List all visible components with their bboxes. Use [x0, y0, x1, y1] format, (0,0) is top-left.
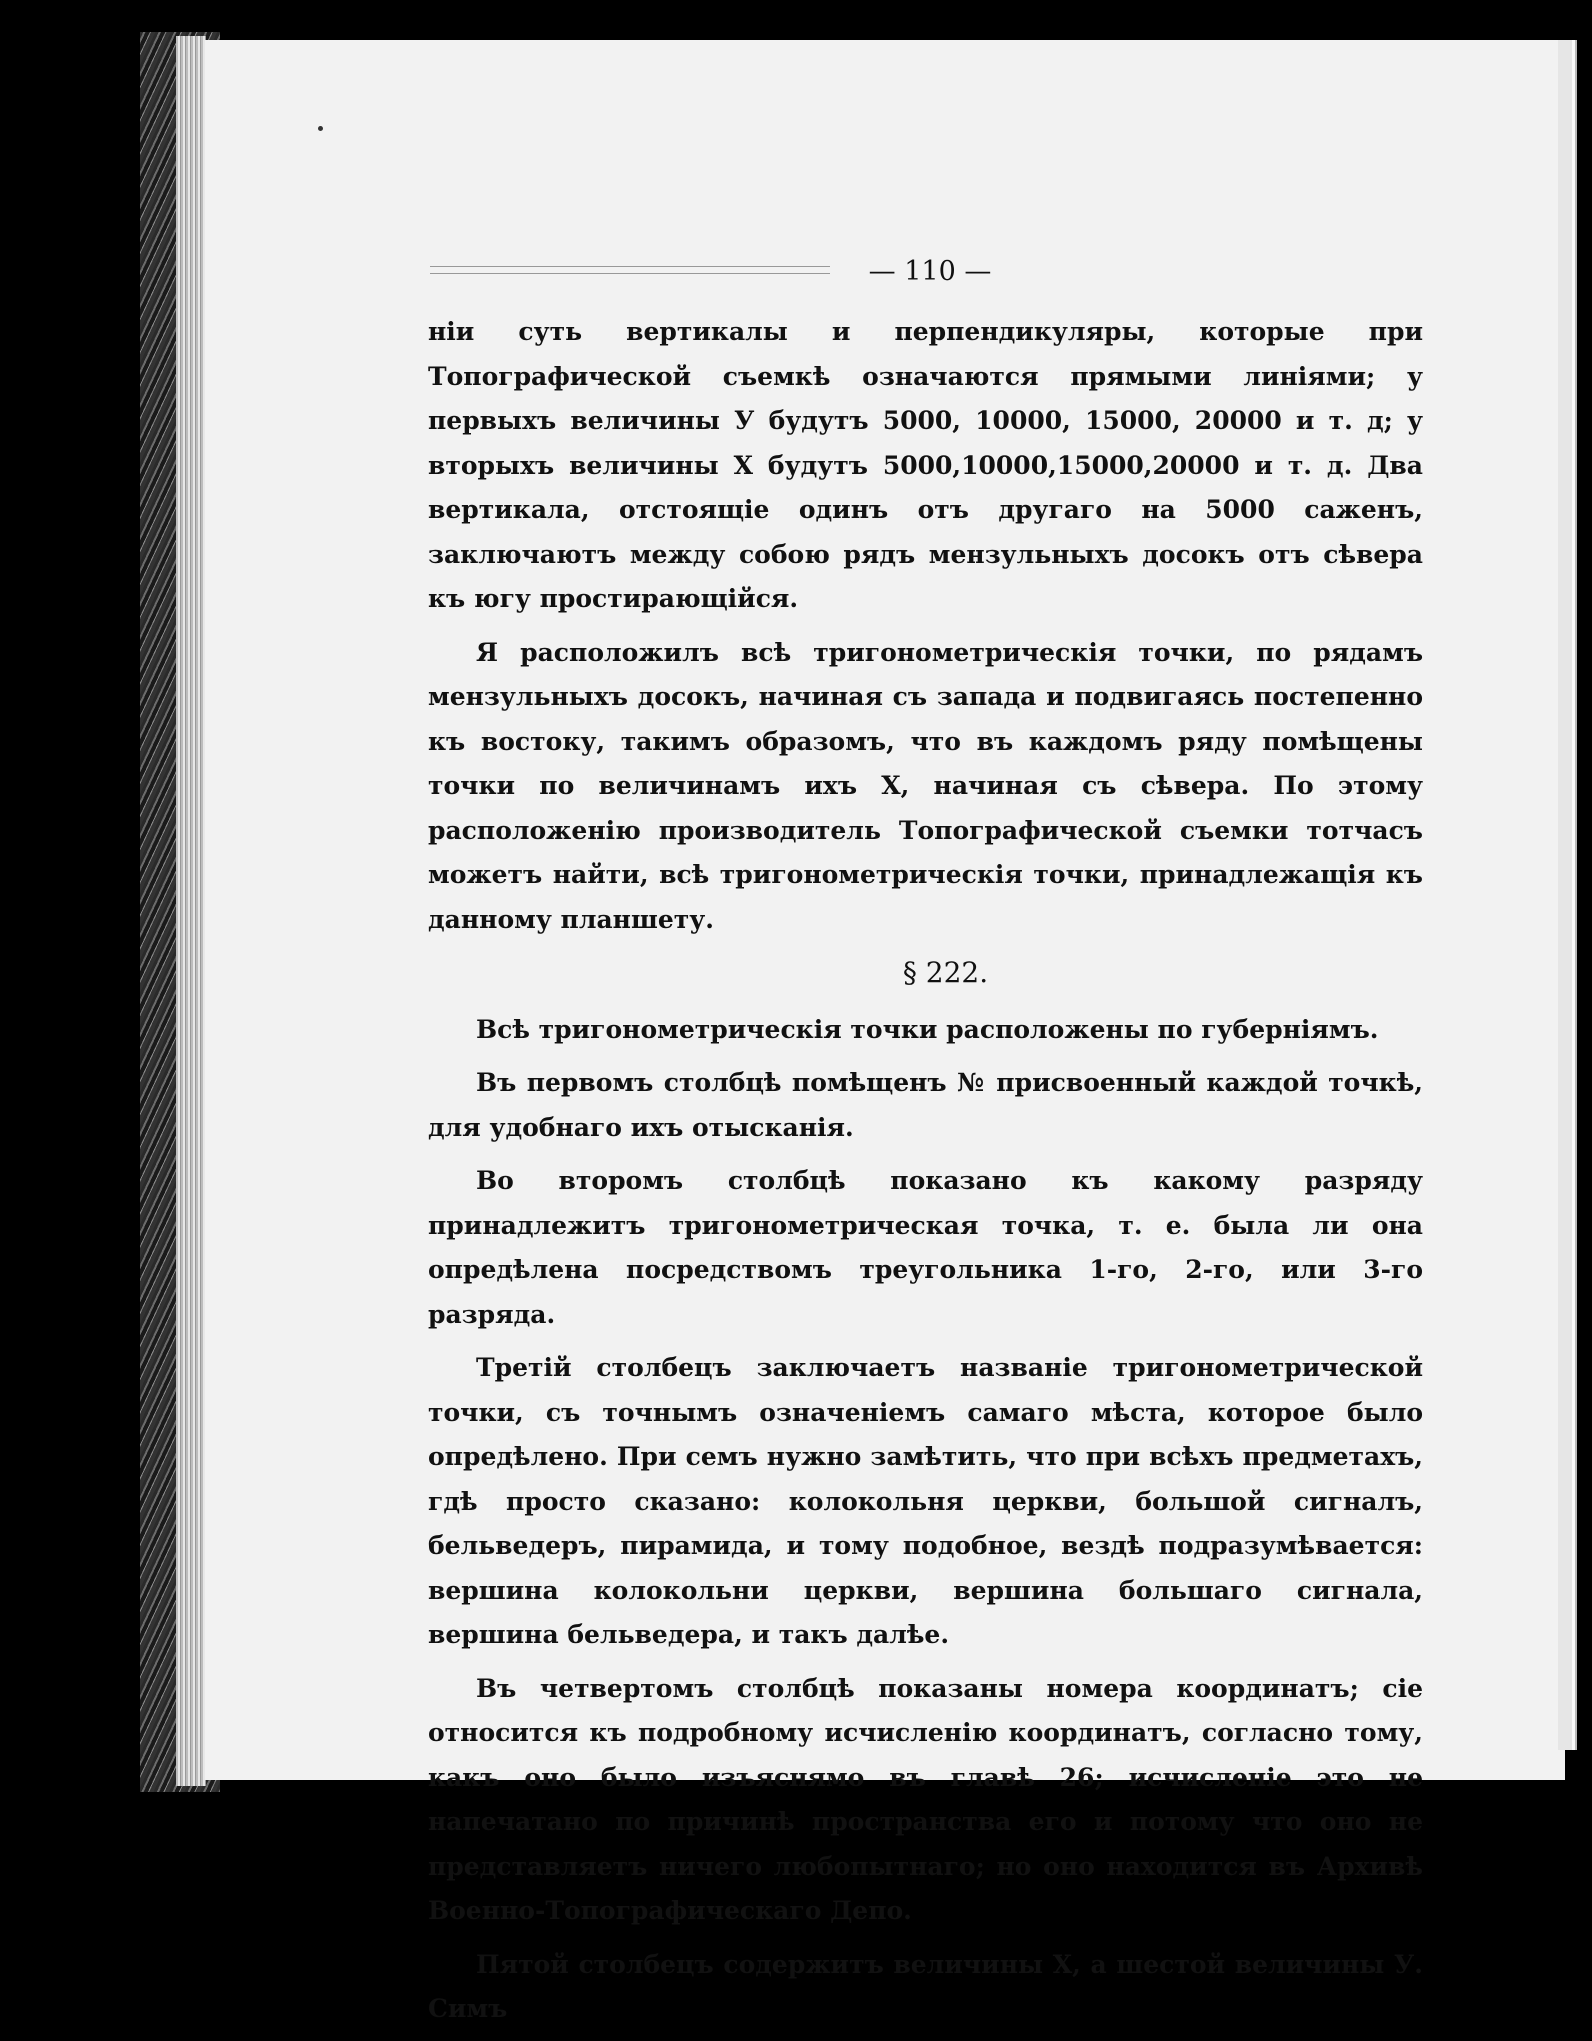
- paragraph: Во второмъ столбцѣ показано къ какому разряду принадлежитъ тригонометрическая точка, т. е. была ли она опредѣлена посредствомъ треугольника 1-го, 2-го, или 3-го разряда.: [428, 1166, 1423, 1329]
- page-header: [430, 256, 1425, 292]
- header-rule: [430, 266, 830, 274]
- ink-spot: [318, 126, 323, 131]
- page-edges: [176, 36, 206, 1786]
- section-title: § 222.: [902, 956, 989, 989]
- paragraph: Третiй столбецъ заключаетъ названiе тригонометрической точки, съ точнымъ означенiемъ самаго мѣста, которое было опредѣлено. При семъ нужно замѣтить, что при всѣхъ предметахъ, гдѣ просто сказано: колокольня церкви, большой сигналъ, бельведеръ, пирамида, и тому подобное, вездѣ подразумѣвается: вершина колокольни церкви, вершина большаго сигнала, вершина бельведера, и такъ далѣе.: [428, 1353, 1423, 1649]
- paragraph: Въ первомъ столбцѣ помѣщенъ № присвоенный каждой точкѣ, для удобнаго ихъ отысканiя.: [428, 1068, 1423, 1142]
- page-content: [428, 310, 1423, 2041]
- paragraph: Въ четвертомъ столбцѣ показаны номера координатъ; сiе относится къ подробному исчисленiю координатъ, согласно тому, какъ оно было изъяснямо въ главѣ 26; исчисленiе это не напечатано по причинѣ пространства его и потому что оно не представляетъ ничего любопытнаго; но оно находится въ Архивѣ Военно-Топографическаго Депо.: [428, 1673, 1423, 1925]
- paragraph: Я расположилъ всѣ тригонометрическiя точки, по рядамъ мензульныхъ досокъ, начиная съ запада и подвигаясь постепенно къ востоку, такимъ образомъ, что въ каждомъ ряду помѣщены точки по величинамъ ихъ X, начиная съ сѣвера. По этому расположенiю производитель Топографической съемки тотчасъ можетъ найти, всѣ тригонометрическiя точки, принадлежащiя къ данному планшету.: [428, 637, 1423, 934]
- paragraph: Всѣ тригонометрическiя точки расположены по губернiямъ.: [476, 1014, 1379, 1044]
- right-page-edge: [1558, 40, 1580, 1750]
- page-number: — 110 —: [868, 256, 992, 287]
- paragraph: нiи суть вертикалы и перпендикуляры, которые при Топографической съемкѣ означаются прямыми линiями; у первыхъ величины У будутъ 5000, 10000, 15000, 20000 и т. д; у вторыхъ величины X будутъ 5000,10000,15000,20000 и т. д. Два вертикала, отстоящiе одинъ отъ другаго на 5000 саженъ, заключаютъ между собою рядъ мензульныхъ досокъ отъ сѣвера къ югу простирающiйся.: [428, 317, 1423, 613]
- paragraph: Пятой столбецъ содержитъ величины X, а шестой величины У. Симъ: [428, 1949, 1423, 2023]
